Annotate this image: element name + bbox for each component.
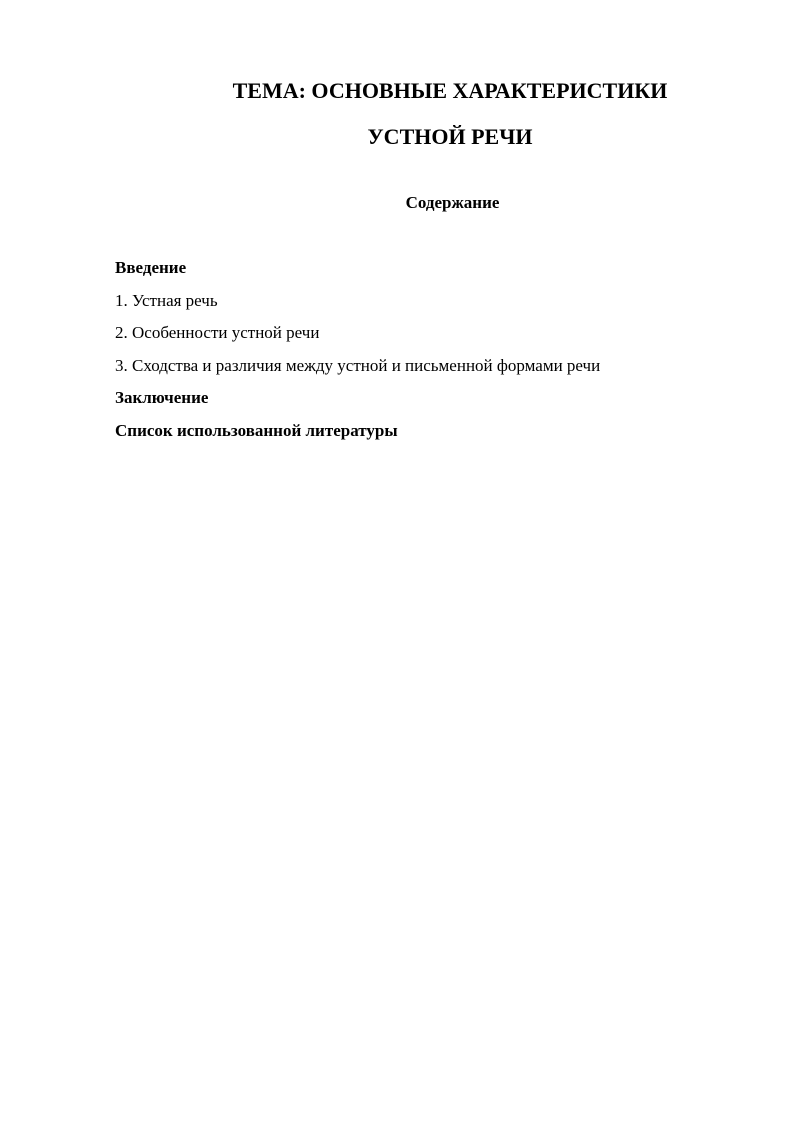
document-title bbox=[115, 74, 785, 154]
toc-heading: Содержание bbox=[405, 193, 500, 212]
toc-item-conclusion: Заключение bbox=[115, 388, 209, 407]
toc-item-introduction: Введение bbox=[115, 258, 187, 277]
title-line-1: ТЕМА: ОСНОВНЫЕ ХАРАКТЕРИСТИКИ bbox=[232, 78, 668, 103]
toc-item-references: Список использованной литературы bbox=[115, 420, 398, 440]
toc-item-2: 2. Особенности устной речи bbox=[115, 323, 320, 342]
toc-item-3: 3. Сходства и различия между устной и письменной формами речи bbox=[115, 355, 601, 375]
toc-item-1: 1. Устная речь bbox=[115, 290, 218, 310]
title-line-2: УСТНОЙ РЕЧИ bbox=[367, 124, 533, 149]
table-of-contents bbox=[115, 255, 775, 450]
